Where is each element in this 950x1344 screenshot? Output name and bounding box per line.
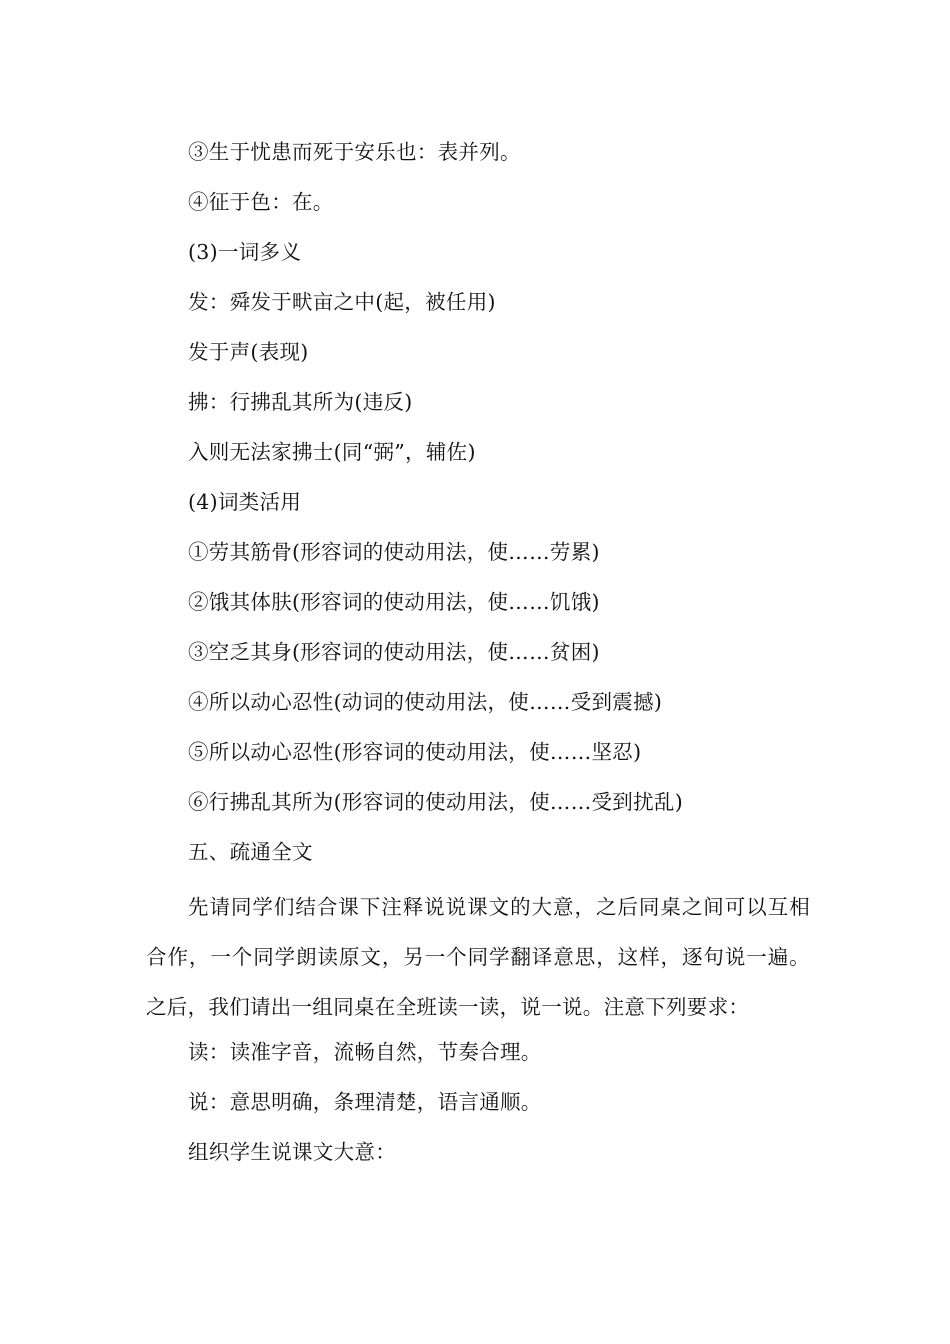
list-item: ②饿其体肤(形容词的使动用法，使……饥饿) (188, 590, 600, 614)
text-line: 发于声(表现) (188, 340, 309, 364)
body-paragraph: 先请同学们结合课下注释说说课文的大意，之后同桌之间可以互相合作，一个同学朗读原文，另一个同学翻译意思，这样，逐句说一遍。之后，我们请出一组同桌在全班读一读，说一说。注意下列要求： (146, 895, 810, 1019)
text-line: ④征于色：在。 (188, 190, 334, 214)
list-item: ③空乏其身(形容词的使动用法，使……贫困) (188, 640, 600, 664)
requirement-line: 读：读准字音，流畅自然，节奏合理。 (188, 1040, 542, 1064)
text-line: 拂：行拂乱其所为(违反) (188, 390, 413, 414)
text-line: 发：舜发于畎亩之中(起，被任用) (188, 290, 496, 314)
document-body (146, 132, 810, 1182)
requirement-line: 组织学生说课文大意： (188, 1140, 396, 1164)
section-heading: (4)词类活用 (188, 490, 302, 514)
list-item: ①劳其筋骨(形容词的使动用法，使……劳累) (188, 540, 600, 564)
text-line: 入则无法家拂士(同“弼”，辅佐) (188, 440, 476, 464)
text-line: ③生于忧患而死于安乐也：表并列。 (188, 140, 521, 164)
requirement-line: 说：意思明确，条理清楚，语言通顺。 (188, 1090, 542, 1114)
list-item: ④所以动心忍性(动词的使动用法，使……受到震撼) (188, 690, 663, 714)
section-heading: (3)一词多义 (188, 240, 302, 264)
section-heading: 五、疏通全文 (188, 840, 313, 864)
list-item: ⑥行拂乱其所为(形容词的使动用法，使……受到扰乱) (188, 790, 683, 814)
list-item: ⑤所以动心忍性(形容词的使动用法，使……坚忍) (188, 740, 642, 764)
